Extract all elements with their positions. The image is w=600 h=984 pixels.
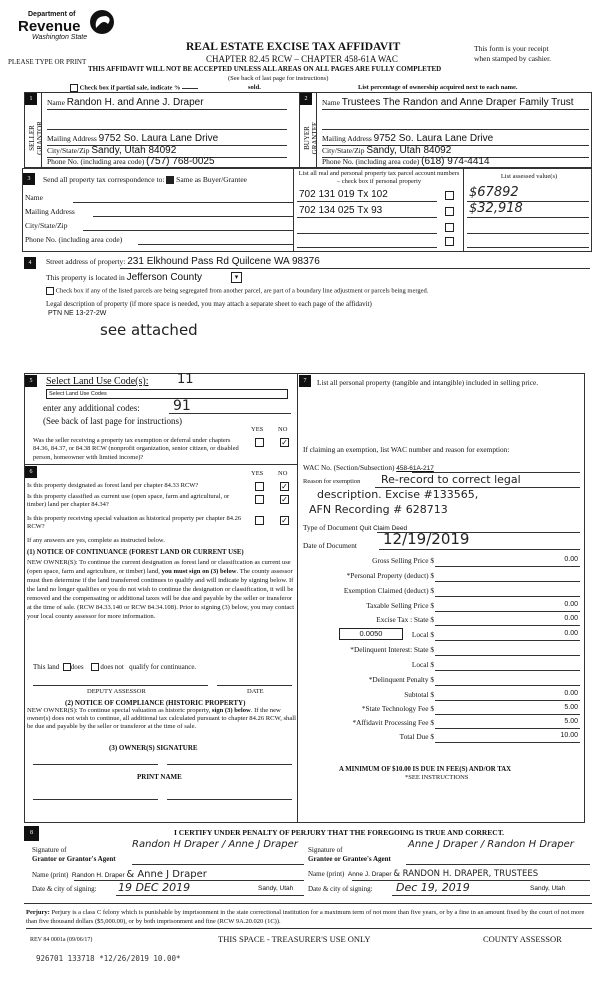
signature-section: [24, 826, 592, 904]
send-correspondence: [43, 175, 247, 184]
land-use-section: [24, 373, 298, 823]
amount-row: [297, 601, 582, 613]
partial-sale-label: Check box if partial sale, indicate %: [79, 84, 181, 92]
parcel-number: 702 131 019 Tx 102: [299, 189, 388, 200]
field-label: Street address of property:: [46, 257, 126, 266]
field-label: Name: [322, 98, 340, 107]
field-label: WAC No. (Section/Subsection): [303, 463, 395, 472]
owner-signature-line[interactable]: [33, 764, 158, 765]
amount-value: 10.00: [560, 732, 578, 739]
segregated-option: [46, 287, 428, 295]
legal-handwritten: see attached: [100, 321, 198, 339]
amount-label: Total Due $: [399, 732, 434, 741]
continuance-text-part: NEW OWNER(S): To continue the current designation as forest land or classification as current use (open space, farm and agriculture, or timber) land,: [27, 559, 291, 575]
wac-field[interactable]: [303, 463, 434, 472]
personal-property-checkbox[interactable]: [445, 223, 454, 232]
grantor-city[interactable]: Sandy, Utah: [258, 885, 294, 892]
does-not-checkbox[interactable]: [91, 663, 99, 671]
perjury-label: Perjury:: [26, 909, 50, 916]
current-use-question: Is this property classified as current use (open space, farm and agricultural, or timber) land per chapter 84.34?: [27, 493, 230, 509]
continuance-title: (1) NOTICE OF CONTINUANCE (FOREST LAND OR CURRENT USE): [27, 549, 244, 556]
personal-property-checkbox[interactable]: [445, 237, 454, 246]
amount-row: [297, 556, 582, 568]
section-number: 7: [299, 375, 311, 387]
amount-label: Exemption Claimed (deduct) $: [343, 586, 434, 595]
personal-property-label: List all personal property (tangible and intangible) included in selling price.: [317, 378, 539, 387]
cashier-stamp: 926701 133718 *12/26/2019 10.00*: [36, 954, 181, 963]
grantee-sig-label: Grantee or Grantee's Agent: [308, 855, 391, 863]
amount-field[interactable]: [435, 566, 580, 567]
doc-date-value[interactable]: 12/19/2019: [383, 530, 470, 548]
field-value: Trustees The Randon and Anne Draper Family Trust: [341, 97, 574, 108]
ownership-note: List percentage of ownership acquired next to each name.: [358, 84, 518, 91]
grantor-date[interactable]: 19 DEC 2019: [118, 881, 191, 894]
grantor-name-field[interactable]: [32, 869, 207, 880]
buyer-name-field[interactable]: [322, 97, 574, 108]
no-header: NO: [278, 426, 288, 433]
buyer-section: [299, 92, 592, 168]
does-not-label: does not: [100, 663, 124, 671]
grantor-sig-label: Signature of: [32, 846, 67, 854]
wac-value: 458-61A-217: [396, 465, 434, 472]
amount-row: [297, 660, 582, 672]
deputy-assessor-label: DEPUTY ASSESSOR: [87, 688, 146, 695]
historic-no-checkbox[interactable]: ✓: [281, 516, 288, 525]
treasurer-use-label: THIS SPACE - TREASURER'S USE ONLY: [218, 934, 371, 944]
personal-property-section: [297, 373, 585, 823]
value-header: List assessed value(s): [500, 173, 558, 180]
yes-header: YES: [251, 426, 264, 433]
segregated-checkbox[interactable]: [46, 287, 54, 295]
side-label: GRANTOR: [36, 121, 44, 155]
side-label: BUYER: [303, 126, 311, 150]
amount-row: [297, 615, 582, 627]
grantee-city[interactable]: Sandy, Utah: [530, 885, 566, 892]
logo-text: Revenue: [18, 18, 81, 35]
form-title: REAL ESTATE EXCISE TAX AFFIDAVIT: [186, 41, 401, 53]
compliance-text-bold: sign (3) below: [211, 707, 251, 714]
handwritten-name: & RANDON H. DRAPER, TRUSTEES: [393, 869, 539, 879]
amount-row: [297, 675, 582, 687]
street-address-field[interactable]: [46, 256, 320, 267]
amount-field[interactable]: [435, 611, 580, 612]
amount-row: [297, 571, 582, 583]
corr-name-field[interactable]: [73, 202, 293, 203]
field-label: Mailing Address: [47, 134, 97, 143]
parcel-row: [297, 185, 591, 203]
amount-row: [297, 718, 582, 730]
continuance-text-bold: you must sign on (3) below: [161, 568, 237, 575]
date-label: DATE: [247, 688, 264, 695]
amount-field[interactable]: [435, 581, 580, 582]
corr-address-label: Mailing Address: [25, 207, 75, 216]
parcel-number: 702 134 025 Tx 93: [299, 205, 383, 216]
amount-value: 0.00: [564, 601, 578, 608]
land-use-value: 11: [177, 372, 194, 387]
corr-phone-label: Phone No. (including area code): [25, 235, 123, 244]
partial-sale: [70, 84, 198, 92]
county-select[interactable]: Jefferson County: [126, 272, 203, 283]
type-print-note: PLEASE TYPE OR PRINT: [8, 58, 87, 66]
amount-field[interactable]: [435, 728, 580, 729]
doc-type-value: Quit Claim Deed: [359, 525, 408, 532]
doc-date-label: Date of Document: [303, 541, 357, 550]
grantee-sig-label: Signature of: [308, 846, 343, 854]
partial-percent-field[interactable]: [182, 88, 198, 89]
section-number: 8: [24, 826, 39, 841]
amount-value: 0.00: [564, 690, 578, 697]
amount-label: Gross Selling Price $: [372, 556, 434, 565]
owner-signature-line[interactable]: [167, 764, 292, 765]
assessor-date-line[interactable]: [217, 685, 292, 686]
tax-correspondence-section: [22, 168, 592, 252]
field-value: 9752 So. Laura Lane Drive: [98, 133, 219, 144]
amount-row: [297, 732, 582, 744]
partial-sale-checkbox[interactable]: [70, 84, 78, 92]
segregated-label: Check box if any of the listed parcels are being segregated from another parcel, are part of a boundary line adjustment or parcels being merged.: [55, 287, 429, 295]
additional-codes-value[interactable]: 91: [173, 398, 191, 414]
side-label: SELLER: [28, 125, 36, 151]
section-number: 1: [25, 93, 37, 105]
same-as-label: Same as Buyer/Grantee: [176, 175, 247, 184]
field-label: Phone No. (including area code): [322, 157, 420, 166]
amounts-table: [297, 556, 582, 746]
does-checkbox[interactable]: [63, 663, 71, 671]
amount-row: [297, 690, 582, 702]
certify-statement: I CERTIFY UNDER PENALTY OF PERJURY THAT THE FOREGOING IS TRUE AND CORRECT.: [174, 828, 505, 837]
amount-label: *Affidavit Processing Fee $: [352, 718, 434, 727]
amount-field[interactable]: [435, 742, 580, 743]
county-assessor-label: COUNTY ASSESSOR: [483, 934, 562, 944]
legal-description[interactable]: PTN NE 13-27-2W: [48, 310, 107, 317]
if-yes-note: If any answers are yes, complete as instructed below.: [27, 537, 165, 544]
print-name-line[interactable]: [33, 799, 158, 800]
personal-property-checkbox[interactable]: [445, 207, 454, 216]
corr-name-label: Name: [25, 193, 43, 202]
exemption-no-checkbox[interactable]: ✓: [281, 438, 288, 447]
field-value: 9752 So. Laura Lane Drive: [373, 133, 494, 144]
forest-land-question: Is this property designated as forest land per chapter 84.33 RCW?: [27, 482, 199, 489]
field-value: Randon H. and Anne J. Draper: [66, 97, 204, 108]
does-label: does: [70, 663, 84, 671]
grantee-date-label: Date & city of signing:: [308, 885, 373, 893]
grantee-signature[interactable]: Anne J Draper / Randon H Draper: [408, 839, 574, 850]
amount-field[interactable]: [435, 625, 580, 626]
grantor-signature[interactable]: Randon H Draper / Anne J Draper: [132, 839, 298, 850]
field-value: (618) 974-4414: [421, 156, 490, 167]
amount-value: 5.00: [564, 718, 578, 725]
field-value: Sandy, Utah 84092: [366, 145, 452, 156]
field-label: Name: [47, 98, 65, 107]
section-number: 5: [25, 375, 37, 387]
typed-name: Randon H. Draper: [71, 872, 125, 879]
current-use-no-checkbox[interactable]: ✓: [281, 495, 288, 504]
exemption-yes-checkbox[interactable]: [255, 438, 264, 447]
field-label: Mailing Address: [322, 134, 372, 143]
amount-row: [297, 704, 582, 716]
form-revision: REV 84 0001a (09/06/17): [30, 937, 93, 943]
partial-sold-label: sold.: [248, 84, 261, 91]
field-label: This property is located in: [46, 273, 125, 282]
print-name-label: PRINT NAME: [137, 773, 182, 781]
continuance-text-part: . The county assessor must then determine if the land transferred continues to qualify and will indicate by signing below. If the land no longer qualifies or you do not wish to continue the designation or classification, it will be removed and the compensating or additional taxes will be due and payable by the seller or transferor at the time of sale. (RCW 84.33.140 or RCW 84.34.108). Prior to signing (3) below, you may contact your local county assessor for more information.: [27, 568, 295, 620]
exemption-question: Was the seller receiving a property tax exemption or deferral under chapters 84.36, 84.37, or 84.38 RCW (nonprofit organization, senior citizen, or disabled person, homeowner with limited income)?: [33, 437, 239, 461]
amount-field[interactable]: [435, 655, 580, 656]
legal-label: Legal description of property (if more space is needed, you may attach a separate sheet to each page of the affidavit): [46, 300, 372, 308]
seller-city-field[interactable]: [47, 145, 176, 156]
buyer-address-field[interactable]: [322, 133, 493, 144]
corr-city-label: City/State/Zip: [25, 221, 68, 230]
receipt-note: when stamped by cashier.: [474, 54, 552, 63]
additional-codes-label: enter any additional codes:: [43, 403, 140, 413]
amount-label: Excise Tax : State $: [376, 615, 434, 624]
field-value: (757) 768-0025: [146, 156, 215, 167]
perjury-text: Perjury is a class C felony which is punishable by imprisonment in the state correctional institution for a maximum term of not more than five years, or by a fine in an amount fixed by the court of not more than five thousand dollars ($5,000.00), or by both imprisonment and fine (RCW 9A.20.020 (1C)).: [26, 909, 585, 925]
land-use-select[interactable]: Select Land Use Codes: [46, 389, 288, 399]
this-land-label: This land: [33, 663, 60, 671]
reason-line[interactable]: description. Excise #133565,: [317, 488, 479, 501]
parcel-row: [297, 235, 591, 249]
continuance-text: [27, 558, 295, 621]
reason-line[interactable]: AFN Recording # 628713: [309, 503, 448, 516]
warning-text: THIS AFFIDAVIT WILL NOT BE ACCEPTED UNLESS ALL AREAS ON ALL PAGES ARE FULLY COMPLETED: [88, 65, 442, 73]
receipt-note: This form is your receipt: [474, 44, 549, 53]
amount-row: [297, 645, 582, 657]
amount-label: *Personal Property (deduct) $: [346, 571, 434, 580]
compliance-title: (2) NOTICE OF COMPLIANCE (HISTORIC PROPERTY): [65, 699, 246, 707]
corr-city-field[interactable]: [83, 230, 293, 231]
seller-phone-field[interactable]: [47, 156, 215, 167]
amount-label: *Delinquent Penalty $: [368, 675, 434, 684]
field-label: Type of Document: [303, 523, 358, 532]
amount-label: *Delinquent Interest: State $: [350, 645, 434, 654]
section-number: 6: [25, 466, 37, 478]
compliance-text-part: NEW OWNER(S): To continue special valuation as historic property,: [27, 707, 211, 714]
assessed-value: $67892: [469, 185, 519, 200]
form-subtitle: CHAPTER 82.45 RCW – CHAPTER 458-61A WAC: [206, 54, 398, 64]
grantee-name-field[interactable]: [308, 869, 538, 879]
field-label: Phone No. (including area code): [47, 157, 145, 166]
amount-field[interactable]: [435, 714, 580, 715]
dor-swirl-icon: [88, 8, 116, 36]
local-rate-field[interactable]: 0.0050: [339, 628, 403, 640]
exemption-label: If claiming an exemption, list WAC number and reason for exemption:: [303, 445, 510, 454]
section-number: 2: [300, 93, 312, 105]
parcel-header: List all real and personal property tax parcel account numbers – check box if personal property: [298, 170, 460, 185]
forest-yes-checkbox[interactable]: [255, 482, 264, 491]
seller-section: [24, 92, 299, 168]
perjury-notice: [26, 908, 592, 929]
section-number: 3: [23, 173, 35, 185]
handwritten-name: & Anne J Draper: [126, 869, 207, 880]
seller-name-field[interactable]: [47, 97, 204, 108]
typed-name: Anne J. Draper: [347, 871, 392, 878]
instructions-note: (See back of last page for instructions): [43, 416, 182, 426]
section-number: 4: [24, 257, 36, 269]
amount-field[interactable]: [435, 700, 580, 701]
personal-property-checkbox[interactable]: [445, 191, 454, 200]
grantor-sig-label: Grantor or Grantor's Agent: [32, 855, 116, 863]
land-use-label: Select Land Use Code(s):: [46, 376, 149, 387]
amount-label: Taxable Selling Price $: [366, 601, 434, 610]
field-label: Name (print): [308, 870, 345, 878]
amount-field[interactable]: [435, 685, 580, 686]
qualify-label: qualify for continuance.: [129, 663, 197, 671]
print-name-line[interactable]: [167, 799, 292, 800]
deputy-assessor-line[interactable]: [33, 685, 208, 686]
see-instructions: *SEE INSTRUCTIONS: [405, 774, 469, 781]
amount-label: Local $: [411, 630, 434, 639]
side-label: GRANTEE: [311, 121, 319, 155]
amount-label: Subtotal $: [404, 690, 434, 699]
amount-value: 0.00: [564, 630, 578, 637]
yes-header: YES: [251, 470, 264, 477]
field-value: 231 Elkhound Pass Rd Quilcene WA 98376: [127, 256, 320, 267]
logo-text: Washington State: [32, 34, 88, 41]
amount-value: 0.00: [564, 556, 578, 563]
field-value: Sandy, Utah 84092: [91, 145, 177, 156]
corr-phone-field[interactable]: [138, 244, 293, 245]
county-field: [46, 272, 202, 283]
amount-row: [297, 586, 582, 598]
instructions-note: (See back of last page for instructions): [228, 75, 329, 82]
current-use-yes-checkbox[interactable]: [255, 495, 264, 504]
historic-question: Is this property receiving special valuation as historical property per chapter 84.26 RCW?: [27, 515, 242, 531]
forest-no-checkbox[interactable]: ✓: [281, 482, 288, 491]
assessed-value: $32,918: [469, 201, 523, 216]
field-label: Name (print): [32, 871, 69, 879]
grantee-date[interactable]: Dec 19, 2019: [396, 881, 470, 894]
amount-value: 5.00: [564, 704, 578, 711]
buyer-city-field[interactable]: [322, 145, 451, 156]
amount-label: Local $: [411, 660, 434, 669]
send-label: Send all property tax correspondence to:: [43, 175, 165, 184]
corr-address-field[interactable]: [93, 216, 293, 217]
county-dropdown-icon[interactable]: ▾: [231, 272, 242, 283]
compliance-text: [27, 707, 297, 732]
parcel-row: [297, 201, 591, 219]
dor-logo: [18, 8, 118, 48]
logo-text: Department of: [28, 11, 76, 18]
no-header: NO: [278, 470, 288, 477]
amount-field[interactable]: [435, 596, 580, 597]
reason-label: Reason for exemption: [303, 478, 361, 485]
parcel-row: [297, 221, 591, 235]
field-label: City/State/Zip: [322, 146, 365, 155]
amount-field[interactable]: [435, 670, 580, 671]
compliance-text-part: . If the new owner(s) does not wish to continue, all additional tax calculated pursuant to chapter 84.26 RCW, shall be due and payable by the seller or transferor at the time of sale.: [27, 707, 296, 731]
amount-value: 0.00: [564, 615, 578, 622]
continuance-qualify: [33, 663, 196, 671]
grantor-date-label: Date & city of signing:: [32, 885, 97, 893]
reason-line[interactable]: Re-record to correct legal: [381, 473, 521, 486]
buyer-phone-field[interactable]: [322, 156, 490, 167]
amount-field[interactable]: [435, 640, 580, 641]
amount-label: *State Technology Fee $: [361, 704, 434, 713]
field-label: City/State/Zip: [47, 146, 90, 155]
seller-address-field[interactable]: [47, 133, 218, 144]
same-as-buyer-checkbox[interactable]: [166, 176, 174, 184]
historic-yes-checkbox[interactable]: [255, 516, 264, 525]
minimum-note: A MINIMUM OF $10.00 IS DUE IN FEE(S) AND/OR TAX: [339, 766, 512, 773]
owner-signature-label: (3) OWNER(S) SIGNATURE: [109, 744, 198, 752]
